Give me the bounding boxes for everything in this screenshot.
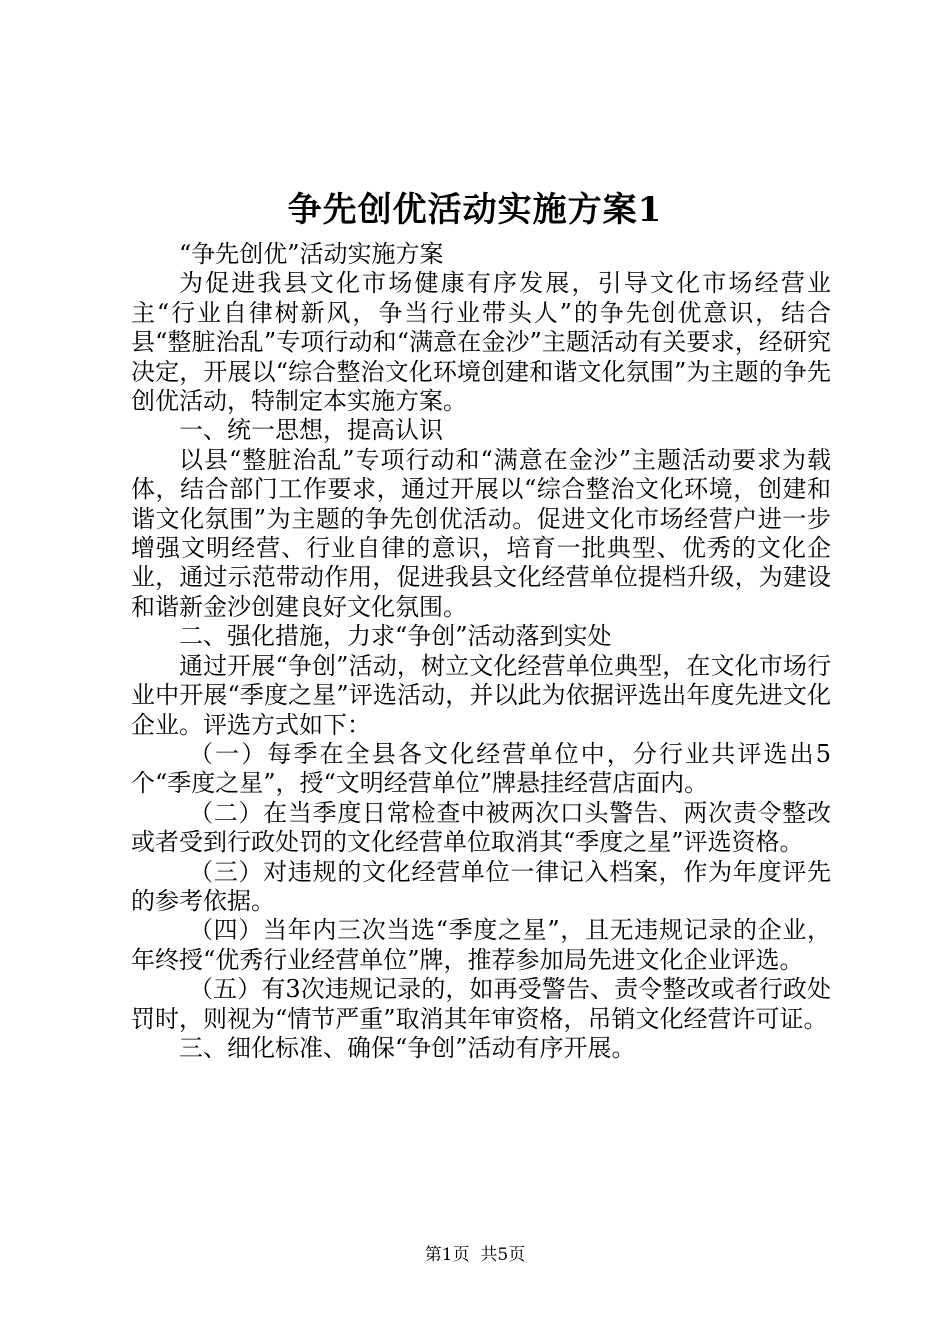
paragraph: 通过开展“争创”活动，树立文化经营单位典型，在文化市场行业中开展“季度之星”评选活动，并以此为依据评选出年度先进文化企业。评选方式如下： <box>131 651 831 739</box>
list-item: （四）当年内三次当选“季度之星”，且无违规记录的企业，年终授“优秀行业经营单位”牌，推荐参加局先进文化企业评选。 <box>131 916 831 974</box>
list-item: （一）每季在全县各文化经营单位中，分行业共评选出5个“季度之星”，授“文明经营单位”牌悬挂经营店面内。 <box>131 739 831 798</box>
list-item: （三）对违规的文化经营单位一律记入档案，作为年度评先的参考依据。 <box>131 857 831 915</box>
paragraph: 为促进我县文化市场健康有序发展，引导文化市场经营业主“行业自律树新风，争当行业带头人”的争先创优意识，结合县“整脏治乱”专项行动和“满意在金沙”主题活动有关要求，经研究决定，开展以“综合整治文化环境创建和谐文化氛围”为主题的争先创优活动，特制定本实施方案。 <box>131 269 831 416</box>
page-footer <box>0 1243 950 1267</box>
list-item: （二）在当季度日常检查中被两次口头警告、两次责令整改或者受到行政处罚的文化经营单位取消其“季度之星”评选资格。 <box>131 798 831 857</box>
section-heading: 二、强化措施，力求“争创”活动落到实处 <box>179 622 612 651</box>
document-body <box>131 240 831 1063</box>
paragraph-subtitle: “争先创优”活动实施方案 <box>179 240 444 268</box>
page-number: 第1页 <box>424 1245 470 1265</box>
list-item: （五）有3次违规记录的，如再受警告、责令整改或者行政处罚时，则视为“情节严重”取消其年审资格，吊销文化经营许可证。 <box>131 975 831 1033</box>
section-heading: 一、统一思想，提高认识 <box>179 416 443 445</box>
document-title: 争先创优活动实施方案1 <box>287 190 663 230</box>
section-heading: 三、细化标准、确保“争创”活动有序开展。 <box>179 1033 636 1062</box>
paragraph: 以县“整脏治乱”专项行动和“满意在金沙”主题活动要求为载体，结合部门工作要求，通过开展以“综合整治文化环境，创建和谐文化氛围”为主题的争先创优活动。促进文化市场经营户进一步增强文明经营、行业自律的意识，培育一批典型、优秀的文化企业，通过示范带动作用，促进我县文化经营单位提档升级，为建设和谐新金沙创建良好文化氛围。 <box>131 445 831 621</box>
page-total: 共5页 <box>480 1245 526 1265</box>
